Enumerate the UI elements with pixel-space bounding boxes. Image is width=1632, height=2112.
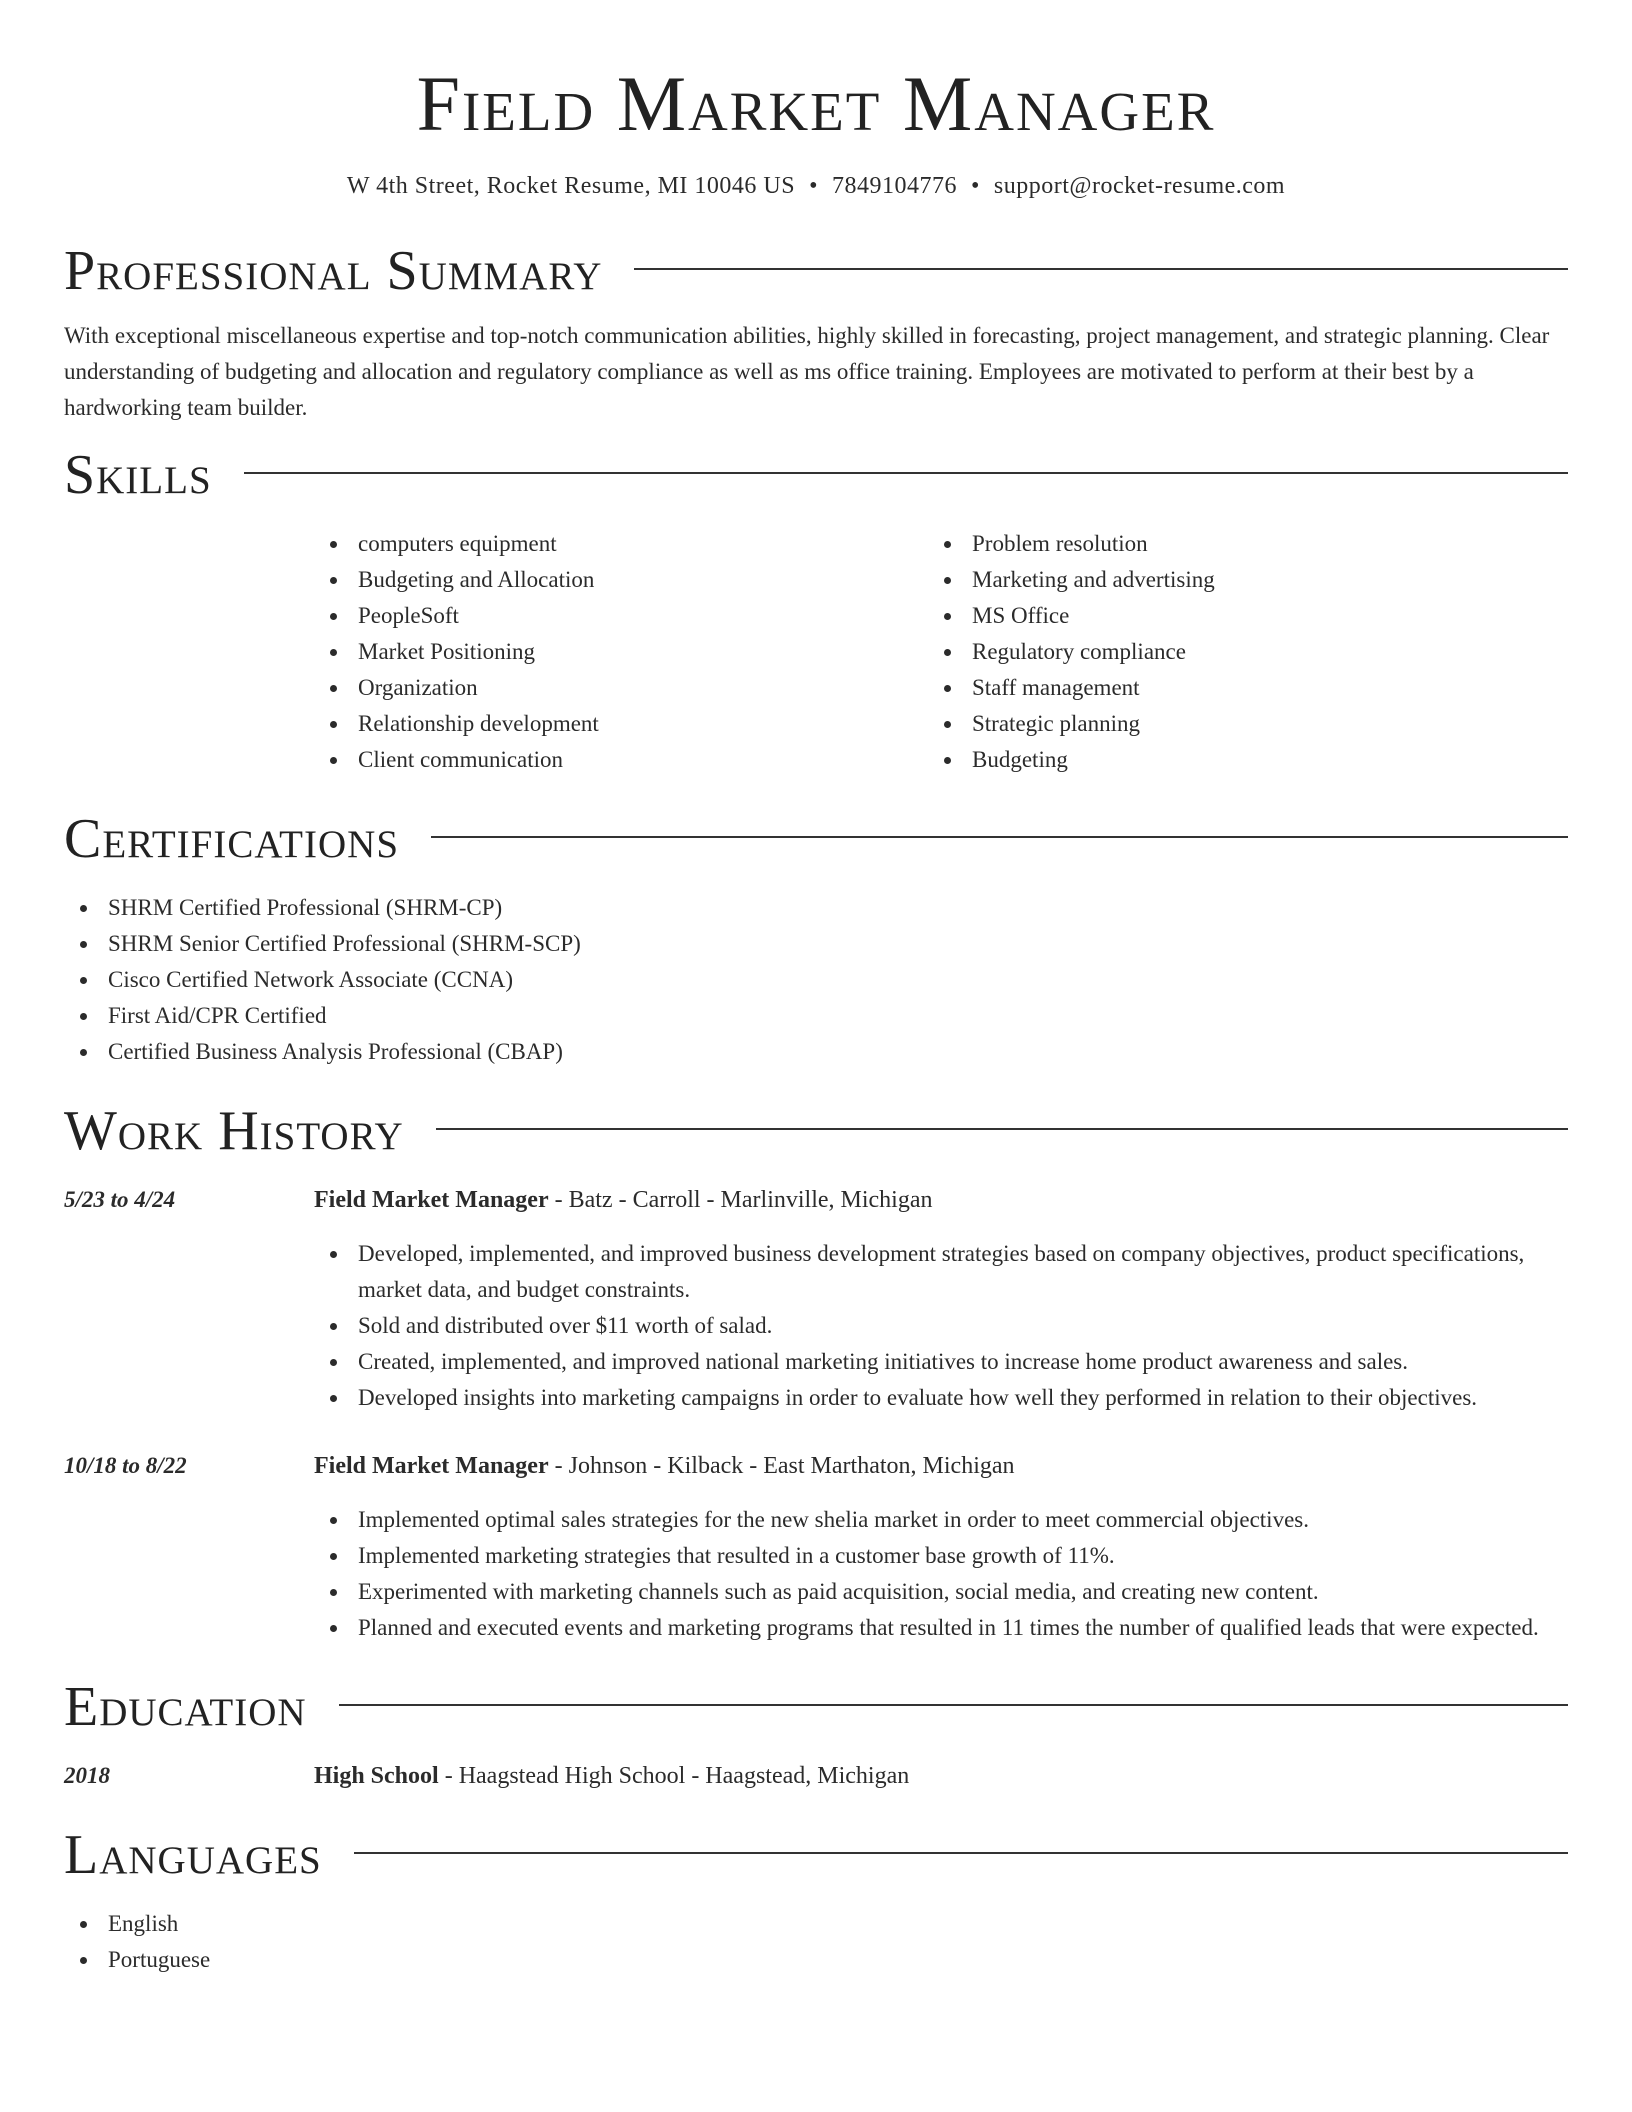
- job-heading: [314, 1182, 1568, 1218]
- job-employer: - Johnson - Kilback - East Marthaton, Michigan: [548, 1453, 1015, 1479]
- section-divider: [436, 1128, 1568, 1130]
- contact-separator: •: [971, 173, 980, 199]
- section-divider: [634, 268, 1568, 270]
- job-bullet: Sold and distributed over $11 worth of salad.: [314, 1308, 1568, 1344]
- work-history-section: [64, 1096, 1568, 1646]
- languages-heading: Languages: [64, 1824, 322, 1886]
- job-bullet: Planned and executed events and marketing programs that resulted in 11 times the number of qualified leads that were expected.: [314, 1610, 1568, 1646]
- skill-item: computers equipment: [314, 526, 928, 562]
- section-divider: [244, 472, 1568, 474]
- section-divider: [354, 1852, 1568, 1854]
- education-heading: Education: [64, 1676, 307, 1738]
- skill-item: Marketing and advertising: [928, 562, 1542, 598]
- skill-item: Budgeting: [928, 742, 1542, 778]
- resume-page: [64, 0, 1568, 1978]
- job-bullet: Developed insights into marketing campaigns in order to evaluate how well they performed in relation to their objectives.: [314, 1380, 1568, 1416]
- skill-item: Relationship development: [314, 706, 928, 742]
- education-heading-line: [314, 1758, 1568, 1794]
- job-bullets: [314, 1502, 1568, 1646]
- skills-list-right: [928, 526, 1542, 778]
- education-section: [64, 1672, 1568, 1794]
- languages-section: [64, 1820, 1568, 1978]
- contact-separator: •: [809, 173, 818, 199]
- skills-section: [64, 440, 1568, 778]
- skill-item: Problem resolution: [928, 526, 1542, 562]
- job-entry: [64, 1448, 1568, 1646]
- certifications-list: [64, 890, 1568, 1070]
- skill-item: Staff management: [928, 670, 1542, 706]
- job-entry: [64, 1182, 1568, 1416]
- job-title: Field Market Manager: [314, 1187, 549, 1213]
- certifications-section: [64, 804, 1568, 1070]
- skills-columns: [314, 526, 1568, 778]
- job-dates: 10/18 to 8/22: [64, 1453, 187, 1478]
- skill-item: Budgeting and Allocation: [314, 562, 928, 598]
- skill-item: MS Office: [928, 598, 1542, 634]
- section-divider: [339, 1704, 1568, 1706]
- skills-list-left: [314, 526, 928, 778]
- education-year: 2018: [64, 1763, 110, 1788]
- job-bullet: Experimented with marketing channels such as paid acquisition, social media, and creating new content.: [314, 1574, 1568, 1610]
- section-divider: [431, 836, 1568, 838]
- work-history-heading: Work History: [64, 1100, 404, 1162]
- skill-item: Strategic planning: [928, 706, 1542, 742]
- certification-item: Certified Business Analysis Professional (CBAP): [64, 1034, 1568, 1070]
- summary-section: [64, 236, 1568, 426]
- certification-item: First Aid/CPR Certified: [64, 998, 1568, 1034]
- job-bullets: [314, 1236, 1568, 1416]
- skill-item: PeopleSoft: [314, 598, 928, 634]
- job-bullet: Implemented marketing strategies that resulted in a customer base growth of 11%.: [314, 1538, 1568, 1574]
- language-item: English: [64, 1906, 1568, 1942]
- job-dates: 5/23 to 4/24: [64, 1187, 176, 1212]
- job-bullet: Implemented optimal sales strategies for the new shelia market in order to meet commercial objectives.: [314, 1502, 1568, 1538]
- contact-address: W 4th Street, Rocket Resume, MI 10046 US: [346, 173, 796, 199]
- job-bullet: Developed, implemented, and improved business development strategies based on company objectives, product specifications, market data, and budget constraints.: [314, 1236, 1568, 1308]
- certification-item: SHRM Senior Certified Professional (SHRM-SCP): [64, 926, 1568, 962]
- skills-heading: Skills: [64, 444, 212, 506]
- contact-line: [64, 170, 1568, 202]
- education-school: - Haagstead High School - Haagstead, Michigan: [438, 1763, 910, 1789]
- skill-item: Client communication: [314, 742, 928, 778]
- summary-heading: Professional Summary: [64, 240, 603, 302]
- skill-item: Market Positioning: [314, 634, 928, 670]
- languages-list: [64, 1906, 1568, 1978]
- job-employer: - Batz - Carroll - Marlinville, Michigan: [548, 1187, 933, 1213]
- language-item: Portuguese: [64, 1942, 1568, 1978]
- skill-item: Organization: [314, 670, 928, 706]
- job-title: Field Market Manager: [314, 1453, 549, 1479]
- job-heading: [314, 1448, 1568, 1484]
- certification-item: Cisco Certified Network Associate (CCNA): [64, 962, 1568, 998]
- certifications-heading: Certifications: [64, 808, 400, 870]
- certification-item: SHRM Certified Professional (SHRM-CP): [64, 890, 1568, 926]
- job-bullet: Created, implemented, and improved national marketing initiatives to increase home product awareness and sales.: [314, 1344, 1568, 1380]
- education-entry: [64, 1758, 1568, 1794]
- summary-text: With exceptional miscellaneous expertise and top-notch communication abilities, highly skilled in forecasting, project management, and strategic planning. Clear understanding of budgeting and allocation and regulatory compliance as well as ms office training. Employees are motivated to perform at their best by a hardworking team builder.: [64, 323, 1550, 420]
- education-degree: High School: [314, 1763, 439, 1789]
- skill-item: Regulatory compliance: [928, 634, 1542, 670]
- contact-phone: 7849104776: [832, 173, 957, 199]
- contact-email: support@rocket-resume.com: [993, 173, 1286, 199]
- resume-name: Field Market Manager: [416, 60, 1216, 147]
